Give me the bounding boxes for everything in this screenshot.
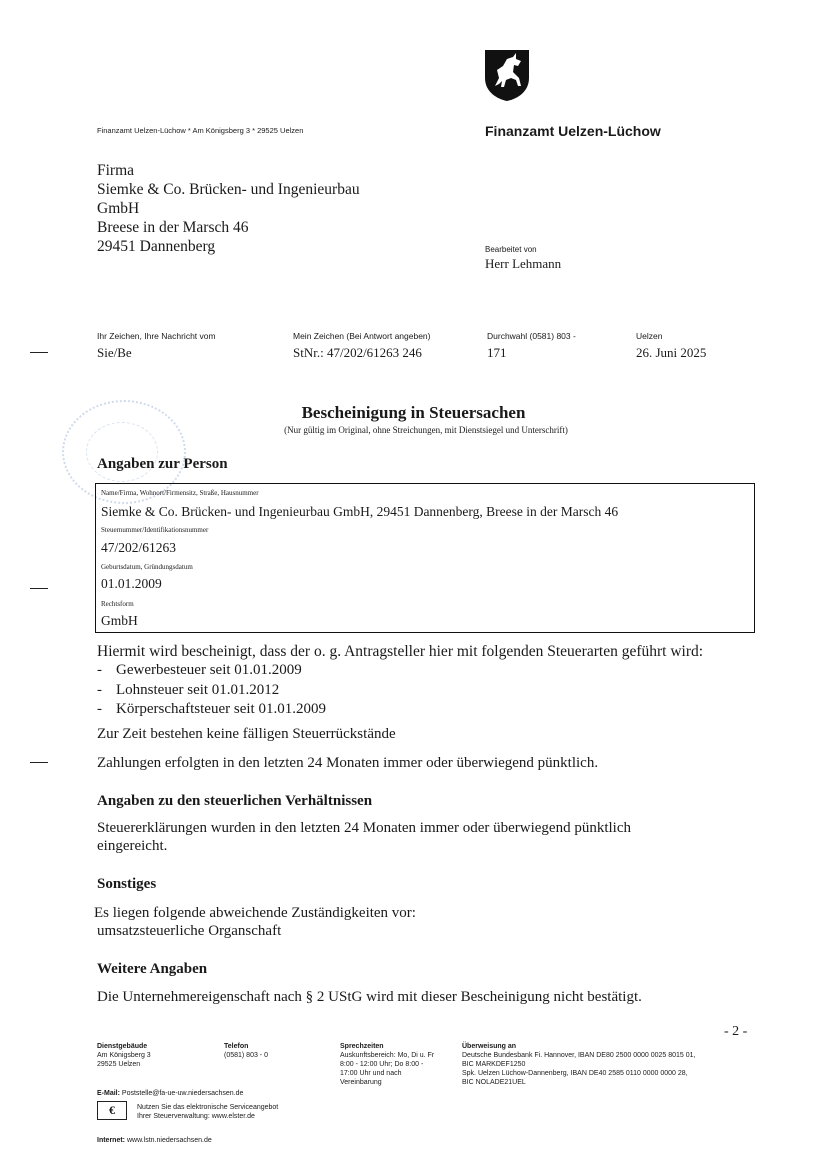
- misc-line: umsatzsteuerliche Organschaft: [97, 923, 282, 939]
- phone-extension-label: Durchwahl (0581) 803 -: [487, 331, 576, 341]
- person-details-box: [95, 483, 755, 633]
- field-value-founding-date: 01.01.2009: [101, 576, 162, 591]
- list-item: - Lohnsteuer seit 01.01.2012: [97, 681, 280, 698]
- footer-label: E-Mail:: [97, 1090, 120, 1097]
- further-heading: Weitere Angaben: [97, 961, 208, 977]
- footer-email: [97, 1089, 243, 1098]
- field-label: Name/Firma, Wohnort/Firmensitz, Straße, Hausnummer: [101, 489, 259, 497]
- handler-label: Bearbeitet von: [485, 245, 537, 254]
- lower-saxony-horse-emblem-icon: [483, 48, 531, 107]
- footer-hours: Sprechzeiten Auskunftsbereich: Mo, Di u. Fr 8:00 - 12:00 Uhr; Do 8:00 - 17:00 Uhr und nach Vereinbarung: [340, 1043, 435, 1086]
- office-name: Finanzamt Uelzen-Lüchow: [485, 123, 661, 139]
- person-heading: Angaben zur Person: [97, 456, 228, 472]
- document-title: Bescheinigung in Steuersachen: [301, 403, 526, 422]
- field-value-legal-form: GmbH: [101, 613, 138, 628]
- recipient-line: Siemke & Co. Brücken- und Ingenieurbau: [97, 181, 360, 198]
- your-reference-value: Sie/Be: [97, 345, 132, 360]
- footer-label: Sprechzeiten: [340, 1043, 384, 1050]
- footer-elster: Nutzen Sie das elektronische Serviceangebot Ihrer Steuerverwaltung: www.elster.de: [137, 1104, 279, 1120]
- footer-label: Telefon: [224, 1043, 249, 1050]
- tax-conditions-heading: Angaben zu den steuerlichen Verhältnissen: [97, 793, 373, 809]
- phone-extension-value: 171: [487, 345, 507, 360]
- my-reference-value: StNr.: 47/202/61263 246: [293, 345, 422, 360]
- fold-mark-middle: [30, 588, 48, 589]
- arrears-statement: Zur Zeit bestehen keine fälligen Steuerrückstände: [97, 726, 396, 742]
- tax-conditions-line: Steuererklärungen wurden in den letzten 24 Monaten immer oder überwiegend pünktlich: [97, 820, 631, 836]
- footer-building: Dienstgebäude Am Königsberg 3 29525 Uelzen: [97, 1043, 151, 1068]
- sender-return-address: Finanzamt Uelzen-Lüchow * Am Königsberg 3 * 29525 Uelzen: [97, 126, 304, 135]
- footer-bank: Überweisung an Deutsche Bundesbank Fi. Hannover, IBAN DE80 2500 0000 0025 8015 01, BIC MARKDEF1250 Spk. Uelzen Lüchow-Dannenberg, IBAN DE40 2585 0110 0000 0000 28, BIC NOLADE21UEL: [462, 1043, 696, 1086]
- further-line: Die Unternehmereigenschaft nach § 2 UStG wird mit dieser Bescheinigung nicht bestätigt.: [97, 989, 642, 1005]
- statement-intro: Hiermit wird bescheinigt, dass der o. g. Antragsteller hier mit folgenden Steuerarten geführt wird:: [97, 643, 704, 660]
- place-label: Uelzen: [636, 331, 663, 341]
- fold-mark-top: [30, 352, 48, 353]
- tax-conditions-line: eingereicht.: [97, 838, 168, 854]
- tax-list: [97, 661, 326, 720]
- footer-phone: Telefon (0581) 803 - 0: [224, 1043, 268, 1059]
- recipient-line: Firma: [97, 162, 135, 179]
- internet-link[interactable]: www.lstn.niedersachsen.de: [126, 1137, 212, 1144]
- document-subtitle: (Nur gültig im Original, ohne Streichungen, mit Dienstsiegel und Unterschrift): [284, 425, 568, 435]
- fold-mark-bottom: [30, 762, 48, 763]
- footer-label: Überweisung an: [462, 1043, 517, 1050]
- field-label: Steuernummer/Identifikationsnummer: [101, 526, 209, 534]
- recipient-line: GmbH: [97, 200, 140, 217]
- field-label: Rechtsform: [101, 600, 134, 608]
- recipient-line: Breese in der Marsch 46: [97, 219, 249, 236]
- elster-logo-icon: €: [97, 1101, 127, 1120]
- your-reference-label: Ihr Zeichen, Ihre Nachricht vom: [97, 331, 216, 341]
- handler-name: Herr Lehmann: [485, 256, 562, 271]
- recipient-address: [97, 161, 360, 256]
- field-label: Geburtsdatum, Gründungsdatum: [101, 563, 193, 571]
- my-reference-label: Mein Zeichen (Bei Antwort angeben): [293, 331, 431, 341]
- letter-date: 26. Juni 2025: [636, 345, 707, 360]
- email-link[interactable]: Poststelle@fa-ue-uw.niedersachsen.de: [121, 1090, 244, 1097]
- field-value-name: Siemke & Co. Brücken- und Ingenieurbau GmbH, 29451 Dannenberg, Breese in der Marsch 46: [101, 504, 619, 519]
- payments-statement: Zahlungen erfolgten in den letzten 24 Monaten immer oder überwiegend pünktlich.: [97, 755, 599, 771]
- footer-label: Dienstgebäude: [97, 1043, 148, 1050]
- footer-internet: [97, 1136, 212, 1145]
- list-item: - Gewerbesteuer seit 01.01.2009: [97, 662, 302, 678]
- list-item: - Körperschaftsteuer seit 01.01.2009: [97, 701, 326, 717]
- field-value-tax-number: 47/202/61263: [101, 540, 177, 555]
- recipient-line: 29451 Dannenberg: [97, 238, 216, 255]
- page-number: - 2 -: [724, 1024, 748, 1039]
- footer-label: Internet:: [97, 1137, 125, 1144]
- misc-heading: Sonstiges: [97, 876, 157, 892]
- misc-line: Es liegen folgende abweichende Zuständigkeiten vor:: [94, 905, 416, 921]
